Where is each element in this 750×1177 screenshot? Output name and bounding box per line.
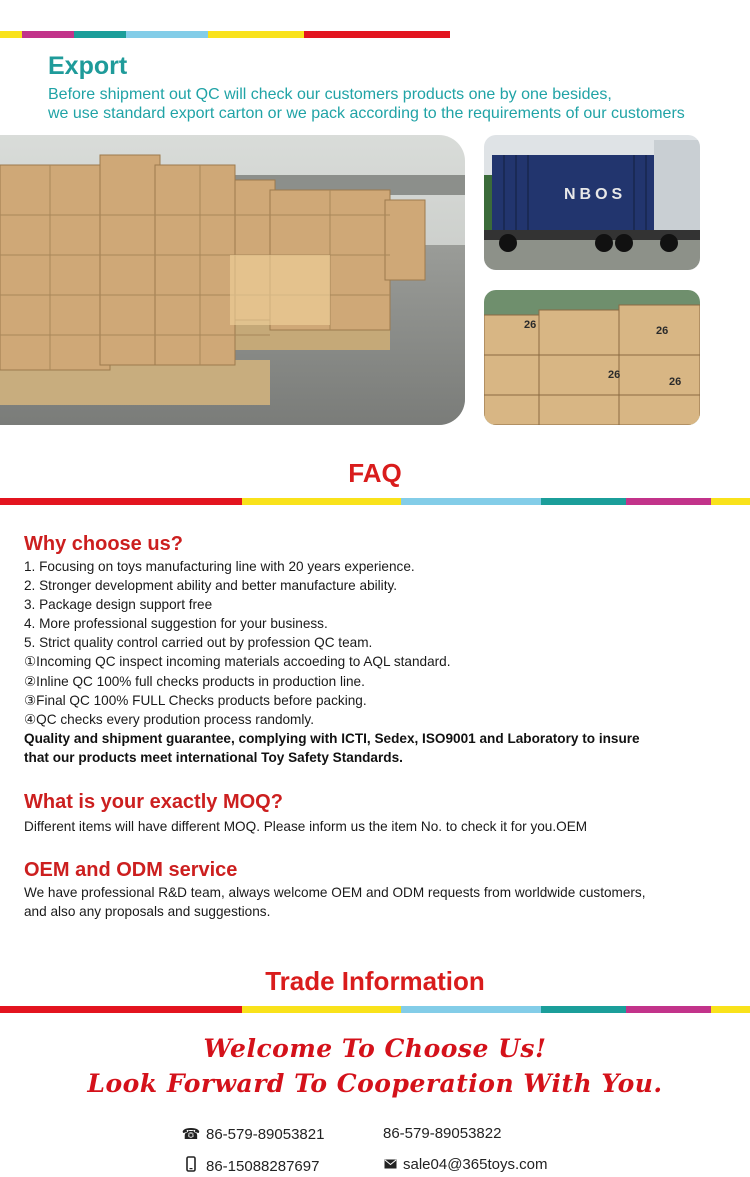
oem-text-line-1: We have professional R&D team, always welcome OEM and ODM requests from worldwide customers,: [24, 885, 646, 900]
svg-text:26: 26: [608, 369, 621, 381]
oem-text-line-2: and also any proposals and suggestions.: [24, 904, 271, 920]
warehouse-photo: [0, 135, 465, 425]
cartons-in-container-photo: [484, 290, 700, 425]
oem-title: OEM and ODM service: [24, 859, 238, 881]
email-contact: [383, 1156, 547, 1173]
svg-text:26: 26: [669, 376, 682, 388]
email-link[interactable]: sale04@365toys.com: [403, 1156, 548, 1173]
phone-contact-2: [383, 1125, 501, 1142]
export-description: [48, 85, 738, 123]
moq-title: What is your exactly MOQ?: [24, 791, 283, 813]
faq-color-stripe: [0, 498, 750, 505]
why-item: 1. Focusing on toys manufacturing line with 20 years experience.: [24, 559, 415, 574]
why-item: 2. Stronger development ability and better manufacture ability.: [24, 578, 398, 594]
oem-section: [24, 857, 724, 921]
why-item: ④QC checks every prodution process randomly.: [24, 711, 314, 727]
moq-section: [24, 789, 724, 836]
export-description-line-2: we use standard export carton or we pack according to the requirements of our customers: [48, 105, 685, 122]
phone-contact-1: [180, 1125, 324, 1143]
trade-information-heading: Trade Information: [265, 966, 485, 996]
export-title: Export: [48, 52, 128, 80]
why-item: 4. More professional suggestion for your business.: [24, 616, 328, 632]
container-truck-photo: [484, 135, 700, 270]
why-item: ②Inline QC 100% full checks products in production line.: [24, 673, 365, 689]
welcome-line-1: Welcome To Choose Us!: [203, 1034, 547, 1063]
why-item: ③Final QC 100% FULL Checks products before packing.: [24, 692, 367, 708]
trade-color-stripe: [0, 1006, 750, 1013]
top-color-stripe: [0, 31, 450, 38]
svg-text:26: 26: [524, 319, 537, 331]
phone-number-2: 86-579-89053822: [383, 1125, 502, 1142]
welcome-line-2: Look Forward To Cooperation With You.: [87, 1069, 663, 1098]
why-choose-us-title: Why choose us?: [24, 533, 183, 555]
why-item: 3. Package design support free: [24, 597, 213, 613]
guarantee-line-2: that our products meet international Toy Safety Standards.: [24, 749, 403, 765]
phone-number-1: 86-579-89053821: [206, 1125, 325, 1143]
export-description-line-1: Before shipment out QC will check our customers products one by one besides,: [48, 86, 612, 103]
mobile-phone-icon: [180, 1156, 202, 1176]
moq-text: Different items will have different MOQ. Please inform us the item No. to check it for you.OEM: [24, 819, 588, 834]
telephone-icon: ☎: [181, 1126, 201, 1143]
why-item: 5. Strict quality control carried out by profession QC team.: [24, 635, 373, 651]
mobile-number: 86-15088287697: [206, 1157, 320, 1175]
why-item: ①Incoming QC inspect incoming materials accoeding to AQL standard.: [24, 654, 451, 670]
svg-text:26: 26: [656, 325, 669, 337]
envelope-icon: [383, 1156, 397, 1173]
why-choose-us-section: [24, 531, 724, 767]
mobile-contact: [180, 1156, 319, 1176]
guarantee-line-1: Quality and shipment guarantee, complying with ICTI, Sedex, ISO9001 and Laboratory to insure: [24, 730, 640, 746]
faq-heading: FAQ: [348, 458, 402, 488]
container-text: NBOS: [564, 186, 627, 203]
